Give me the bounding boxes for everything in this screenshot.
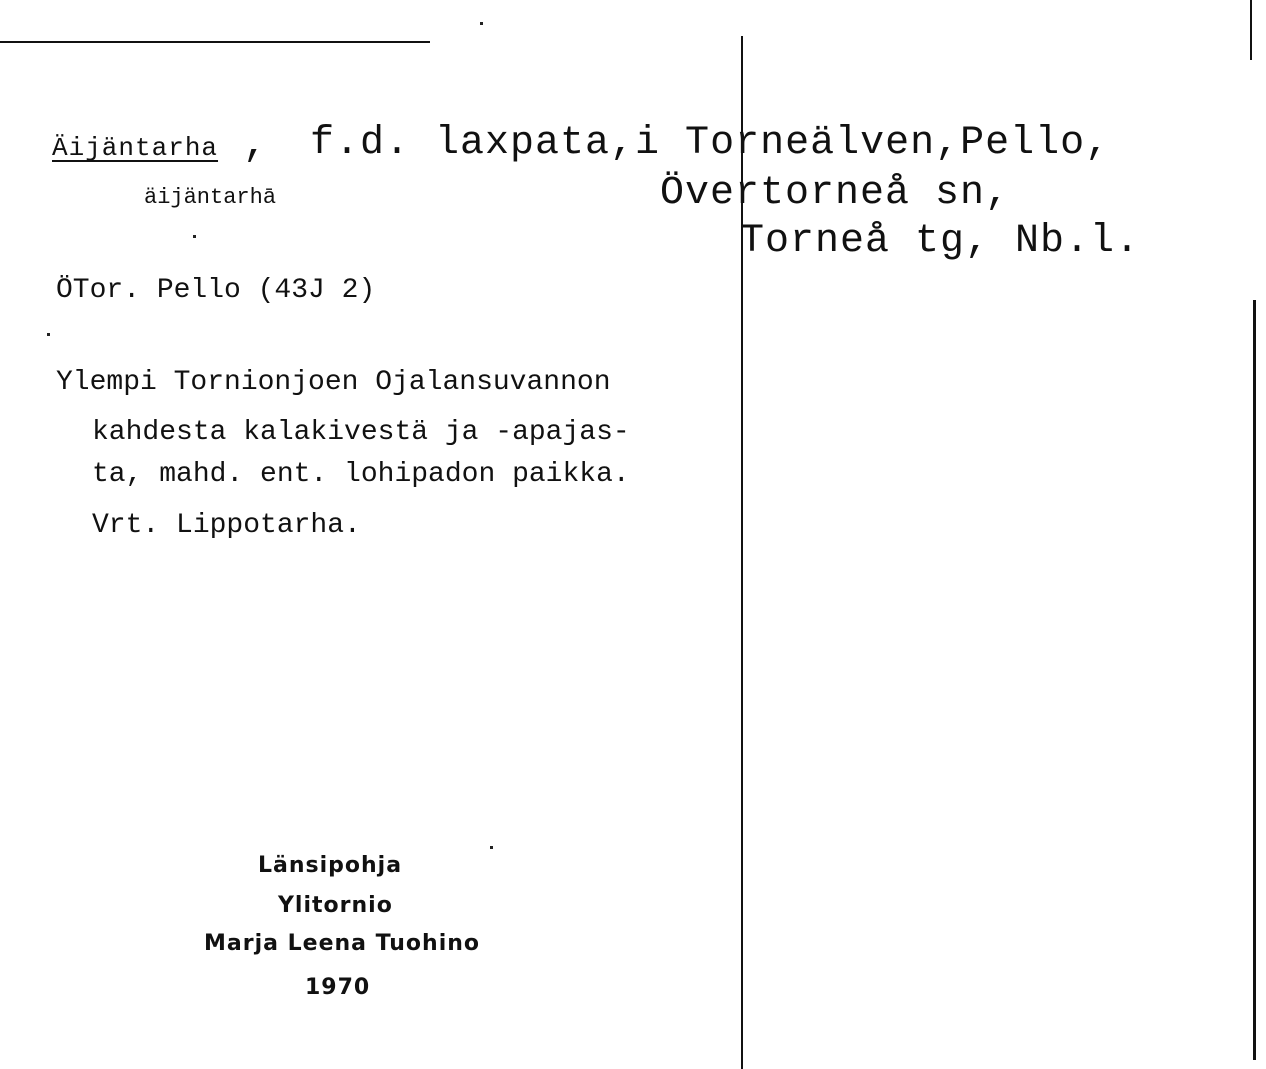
source-collector: Marja Leena Tuohino bbox=[204, 931, 481, 956]
pronunciation: äijäntarhā bbox=[144, 185, 277, 210]
headword bbox=[52, 123, 269, 168]
source-year: 1970 bbox=[305, 975, 371, 1000]
speck bbox=[47, 333, 50, 336]
definition-line-3: Torneå tg, Nb.l. bbox=[740, 219, 1141, 264]
description-line: Vrt. Lippotarha. bbox=[92, 510, 361, 541]
source-region: Länsipohja bbox=[258, 853, 403, 878]
headword-comma: , bbox=[243, 123, 269, 168]
description-line: Ylempi Tornionjoen Ojalansuvannon bbox=[56, 367, 611, 398]
top-edge-line bbox=[0, 41, 430, 43]
source-parish: Ylitornio bbox=[278, 893, 393, 918]
description-line: ta, mahd. ent. lohipadon paikka. bbox=[92, 459, 630, 490]
definition-line-2: Övertorneå sn, bbox=[660, 171, 1011, 216]
right-edge-line-lower bbox=[1253, 300, 1256, 1060]
speck bbox=[490, 846, 493, 849]
location: ÖTor. Pello (43J 2) bbox=[56, 275, 376, 306]
speck bbox=[480, 22, 483, 25]
description-line: kahdesta kalakivestä ja -apajas- bbox=[92, 417, 630, 448]
headword-text: Äijäntarha bbox=[52, 133, 219, 163]
right-edge-line bbox=[1250, 0, 1252, 60]
definition: f.d. laxpata,i Torneälven,Pello, bbox=[310, 121, 1111, 166]
speck bbox=[193, 235, 196, 238]
